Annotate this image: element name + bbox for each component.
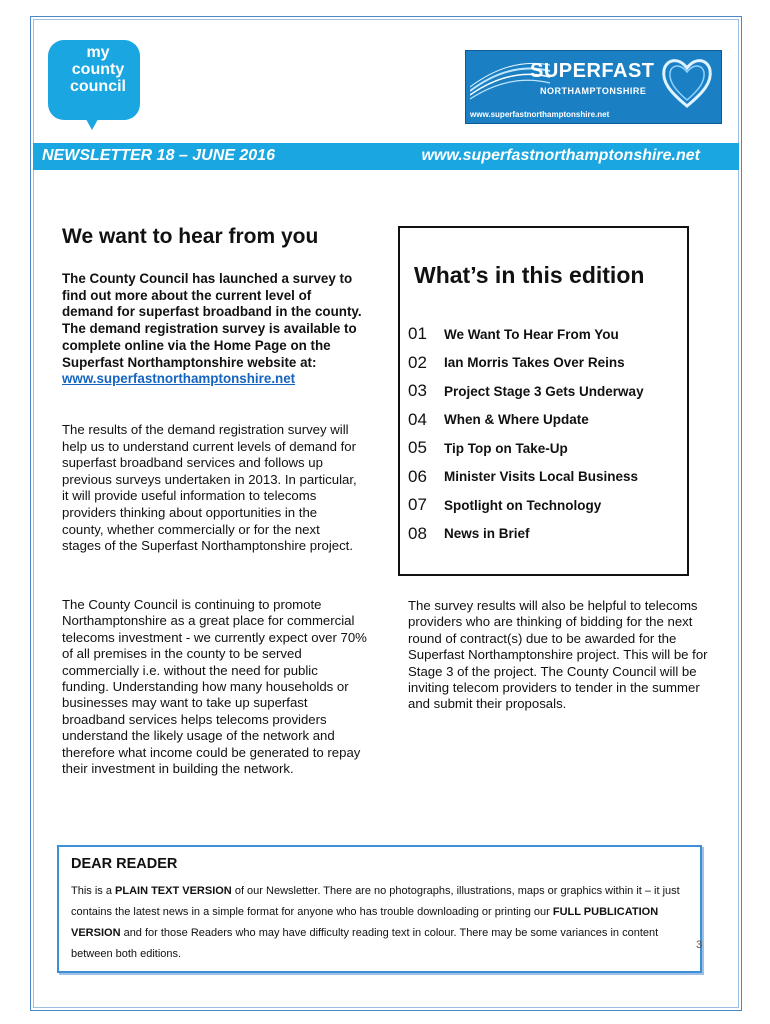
logo-text bbox=[58, 44, 138, 95]
contents-item-label: Minister Visits Local Business bbox=[444, 469, 639, 485]
contents-item-number: 04 bbox=[408, 409, 427, 429]
reader-text-3: and for those Readers who may have difficulty reading text in colour. There may be some variances in content between both editions. bbox=[71, 927, 659, 960]
banner-title: SUPERFAST bbox=[530, 60, 655, 82]
banner-url: www.superfastnorthamptonshire.net bbox=[470, 110, 610, 119]
contents-item bbox=[408, 406, 688, 435]
page-number: 3 bbox=[696, 939, 703, 951]
dear-reader-title: DEAR READER bbox=[71, 856, 178, 872]
contents-item bbox=[408, 520, 688, 549]
website-link[interactable]: www.superfastnorthamptonshire.net bbox=[62, 371, 296, 387]
contents-item bbox=[408, 349, 688, 378]
contents-item bbox=[408, 377, 688, 406]
dear-reader-body bbox=[71, 881, 691, 965]
reader-text-1: This is a bbox=[71, 885, 116, 897]
heart-icon bbox=[660, 54, 714, 112]
contents-item-label: When & Where Update bbox=[444, 412, 589, 428]
banner-subtitle: NORTHAMPTONSHIRE bbox=[540, 86, 647, 96]
logo-line-2: county bbox=[71, 61, 125, 78]
logo-speech-tail bbox=[82, 112, 102, 130]
contents-item-number: 06 bbox=[408, 466, 427, 486]
issue-label: NEWSLETTER 18 – JUNE 2016 bbox=[42, 147, 275, 164]
contents-item-number: 01 bbox=[408, 324, 427, 344]
reader-text-2: of our Newsletter. There are no photographs, illustrations, maps or graphics within it – it just contains the latest news in a simple format for anyone who has trouble downloading or printing our bbox=[71, 885, 680, 918]
website-label: www.superfastnorthamptonshire.net bbox=[421, 147, 700, 164]
contents-item-label: Spotlight on Technology bbox=[444, 497, 602, 513]
contents-item bbox=[408, 320, 688, 349]
logo-line-3: council bbox=[69, 78, 126, 95]
contents-item-label: Project Stage 3 Gets Underway bbox=[444, 383, 644, 399]
contents-item bbox=[408, 434, 688, 463]
contents-list bbox=[408, 320, 688, 548]
contents-item bbox=[408, 463, 688, 492]
reader-bold-1: PLAIN TEXT VERSION bbox=[115, 885, 232, 897]
contents-title: What’s in this edition bbox=[414, 262, 645, 288]
contents-item bbox=[408, 491, 688, 520]
contents-item-number: 08 bbox=[408, 523, 427, 543]
contents-item-label: Ian Morris Takes Over Reins bbox=[444, 355, 625, 371]
contents-item-label: Tip Top on Take-Up bbox=[444, 440, 568, 456]
contents-item-number: 05 bbox=[408, 438, 427, 458]
contents-item-number: 03 bbox=[408, 381, 427, 401]
reader-bold-2: FULL PUBLICATION VERSION bbox=[71, 906, 659, 939]
article-paragraph-3: The survey results will also be helpful to telecoms providers who are thinking of bidding for the next round of contract(s) due to be awarded for the Superfast Northamptonshire project. This will be for Stage 3 of the project. The County Council will be inviting telecom providers to tender in the summer and submit their proposals. bbox=[408, 598, 708, 712]
contents-item-label: News in Brief bbox=[444, 526, 530, 542]
contents-item-number: 07 bbox=[408, 495, 427, 515]
contents-item-number: 02 bbox=[408, 352, 427, 372]
logo-line-1: my bbox=[86, 44, 110, 61]
article-paragraph-2: The County Council is continuing to promote Northamptonshire as a great place for commercial telecoms investment - we currently expect over 70% of all premises in the county to be served commercially i.e. without the need for public funding. Understanding how many households or businesses may want to take up superfast broadband services helps telecoms providers understand the likely usage of the network and therefore what income could be generated to repay their investment in building the network. bbox=[62, 597, 367, 777]
article-headline: We want to hear from you bbox=[62, 225, 319, 248]
article-paragraph-1: The results of the demand registration survey will help us to understand current levels of demand for superfast broadband services and follows up previous surveys undertaken in 2013. In particular, it will provide useful information to telecoms providers thinking about opportunities in the county, whether commercially or for the next stages of the Superfast Northamptonshire project. bbox=[62, 422, 357, 554]
article-lead bbox=[62, 271, 362, 388]
lead-text: The County Council has launched a survey to find out more about the current level of demand for superfast broadband in the county. The demand registration survey is available to complete online via the Home Page on the Superfast Northamptonshire website at: bbox=[62, 271, 362, 370]
contents-item-label: We Want To Hear From You bbox=[444, 326, 619, 342]
